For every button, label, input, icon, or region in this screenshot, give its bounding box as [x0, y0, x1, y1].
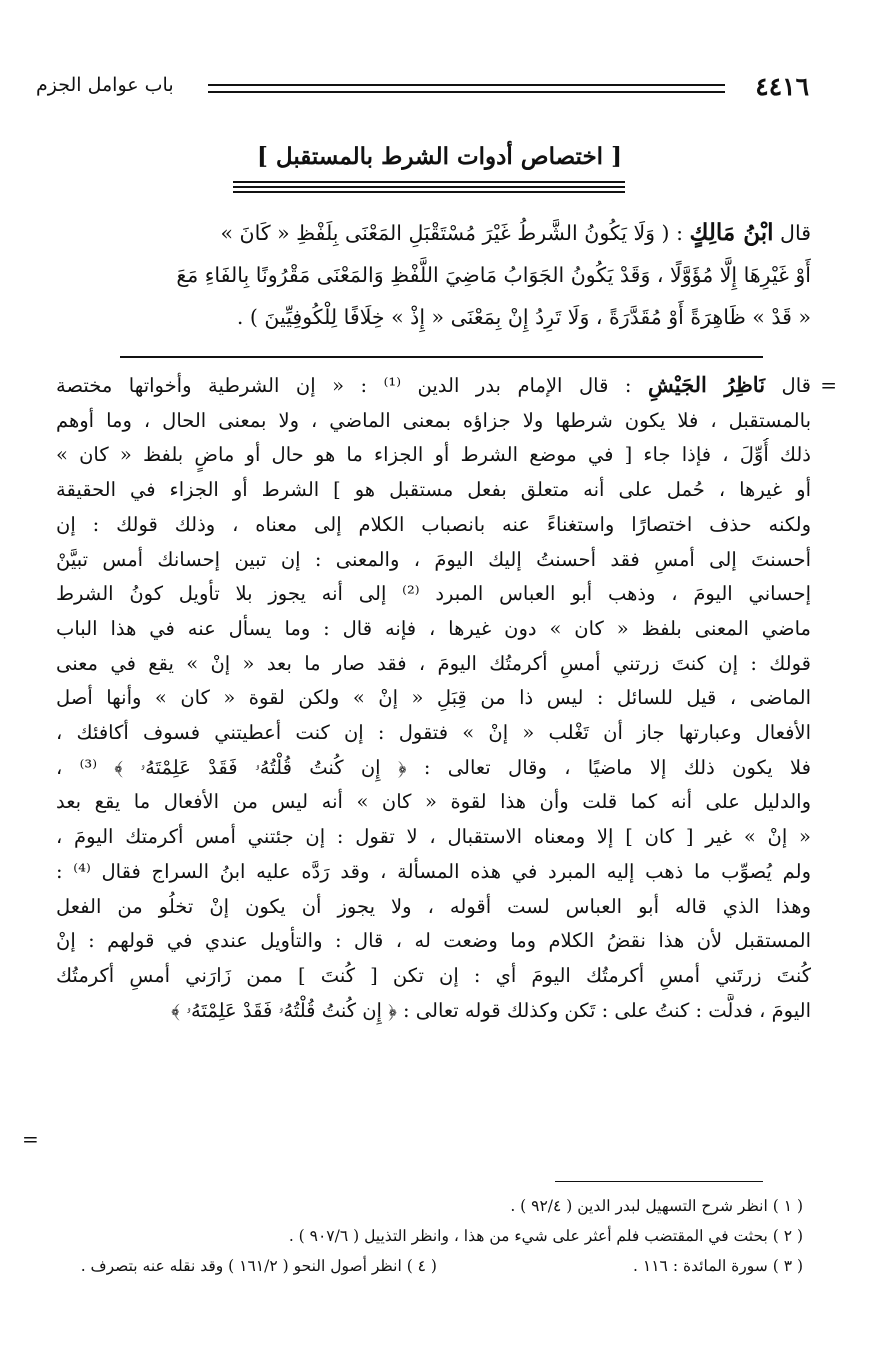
matn-text — [56, 212, 811, 338]
commentary-line: الأفعال وعبارتها جاز أن تَغْلب « إنْ » فتقول : إن كنت أعطيتني فسوف أكافئك ، — [56, 721, 811, 745]
footnote-3: ( ٣ ) سورة المائدة : ١١٦ . — [633, 1257, 803, 1275]
commentary-line: قولك : إن كنتَ زرتني أمسِ أكرمتُك اليومَ ، فقد صار ما بعد « إنْ » يقع في معنى — [56, 651, 811, 675]
title-triple-rule — [233, 181, 625, 196]
commentary-line: والدليل على أنه كما قلت وأن هذا لقوة « كان » أنه ليس من الأفعال ما يقع بعد — [56, 790, 811, 814]
footnote-3-4 — [56, 1257, 803, 1275]
matn-line-rest: : ( وَلَا يَكُونُ الشَّرطُ غَيْرَ مُسْتَقْبَلِ المَعْنَى بِلَفْظِ « كَانَ » — [220, 221, 690, 245]
matn-author-name: ابْنُ مَالِكٍ — [689, 219, 774, 246]
commentary-line: المستقبل لأن هذا نقضُ الكلام وما وضعت له ، قال : والتأويل عندي في قولهم : إنْ — [56, 929, 811, 953]
commentary-line: فلا يكون ذلك إلا ماضيًا ، وقال تعالى : ﴿ إِن كُنتُ قُلْتُهُۥ فَقَدْ عَلِمْتَهُۥ ﴾ ⁽³⁾ ، — [56, 755, 811, 779]
commentary-line: إحساني اليومَ ، وذهب أبو العباس المبرد ⁽²⁾ إلى أنه يجوز بلا تأويل كونُ الشرط — [56, 582, 811, 606]
matn-line-start: قال — [773, 221, 811, 245]
page-number: ٤٤١٦ — [755, 72, 809, 101]
continuation-mark-end: = — [22, 1127, 39, 1151]
commentary-line-rest: : قال الإمام بدر الدين ⁽¹⁾ : « إن الشرطية وأخواتها مختصة — [56, 374, 648, 397]
footnote-separator — [555, 1181, 763, 1182]
chapter-title: باب عوامل الجزم — [36, 74, 174, 96]
matn-line: « قَدْ » ظَاهِرَةً أَوْ مُقَدَّرَةً ، وَلَا تَرِدُ إِنْ بِمَعْنَى « إِذْ » خِلَافًا لِلْكُوفِيِّينَ ) . — [236, 305, 811, 329]
footnote-1: ( ١ ) انظر شرح التسهيل لبدر الدين ( ٩٢/٤ ) . — [510, 1197, 803, 1215]
commentary-line: أو غيرها ، حُمل على أنه متعلق بفعل مستقبل هو ] الشرط أو الجزاء في الحقيقة — [56, 478, 811, 502]
commentary-line: الماضى ، قيل للسائل : ليس ذا من قِبَلِ « إنْ » ولكن لقوة « كان » وأنها أصل — [56, 686, 811, 710]
commentary-line-start: قال — [765, 374, 811, 397]
matn-line — [56, 212, 811, 254]
header-double-rule — [208, 84, 725, 93]
commentary-line: ولم يُصوِّب ما ذهب إليه المبرد في هذه المسألة ، وقد رَدَّه عليه ابنُ السراج فقال ⁽⁴⁾ : — [56, 859, 811, 883]
commentary-line: ولكنه حذف اختصارًا واستغناءً عنه بانصباب الكلام إلى معناه ، وذلك قولك : إن — [56, 512, 811, 536]
commentary-line: « إنْ » غير [ كان ] إلا ومعناه الاستقبال ، لا تقول : إن جئتني أمس أكرمتك اليومَ ، — [56, 825, 811, 849]
commentary-line: أحسنتَ إلى أمسِ فقد أحسنتُ إليك اليومَ ، والمعنى : إن تبين إحسانك أمس تبيَّنْ — [56, 547, 811, 571]
commentary-author-name: نَاظِرُ الجَيْشِ — [647, 372, 766, 397]
commentary-line: كُنتَ زرتَني أمسِ أكرمتُك اليومَ أي : إن تكن [ كُنتَ ] ممن زَارَني أمسِ أكرمتُك — [56, 963, 811, 987]
matn-separator — [120, 356, 763, 358]
section-title: [ اختصاص أدوات الشرط بالمستقبل ] — [257, 143, 622, 170]
commentary-line: اليومَ ، فدلَّت : كنتُ على : تَكن وكذلك قوله تعالى : ﴿ إِن كُنتُ قُلْتُهُۥ فَقَدْ عَلِمْتَهُۥ ﴾ — [171, 998, 811, 1022]
running-header — [36, 72, 809, 106]
commentary-line: ذلك أُوِّلَ ، فإذا جاء [ في موضع الشرط أو الجزاء ما هو حال أو ماضٍ بلفظ « كان » — [56, 443, 811, 467]
commentary-line: وهذا الذي قاله أبو العباس لست أقوله ، ولا يجوز أن يكون إنْ تخلُو من الفعل — [56, 894, 811, 918]
commentary-line — [56, 368, 811, 404]
matn-line: أَوْ غَيْرِهَا إِلَّا مُؤَوَّلًا ، وَقَدْ يَكُونُ الجَوَابُ مَاضِيَ اللَّفْظِ وَالمَعْنَى مَقْرُونًا بِالفَاءِ مَعَ — [176, 263, 811, 287]
continuation-mark-start: = — [820, 373, 837, 397]
commentary-line: ماضي المعنى بلفظ « كان » دون غيرها ، فإنه قال : وما يسأل عنه في هذا الباب — [56, 616, 811, 640]
commentary-line: بالمستقبل ، فلا يكون شرطها ولا جزاؤه بمعنى الماضي ، ولا بمعنى الحال ، وما أوهم — [56, 408, 811, 432]
footnote-4: ( ٤ ) انظر أصول النحو ( ١٦١/٢ ) وقد نقله عنه بتصرف . — [80, 1257, 437, 1275]
commentary-text — [56, 368, 811, 1028]
footnote-2: ( ٢ ) بحثت في المقتضب فلم أعثر على شيء من هذا ، وانظر التذييل ( ٩٠٧/٦ ) . — [288, 1227, 803, 1245]
